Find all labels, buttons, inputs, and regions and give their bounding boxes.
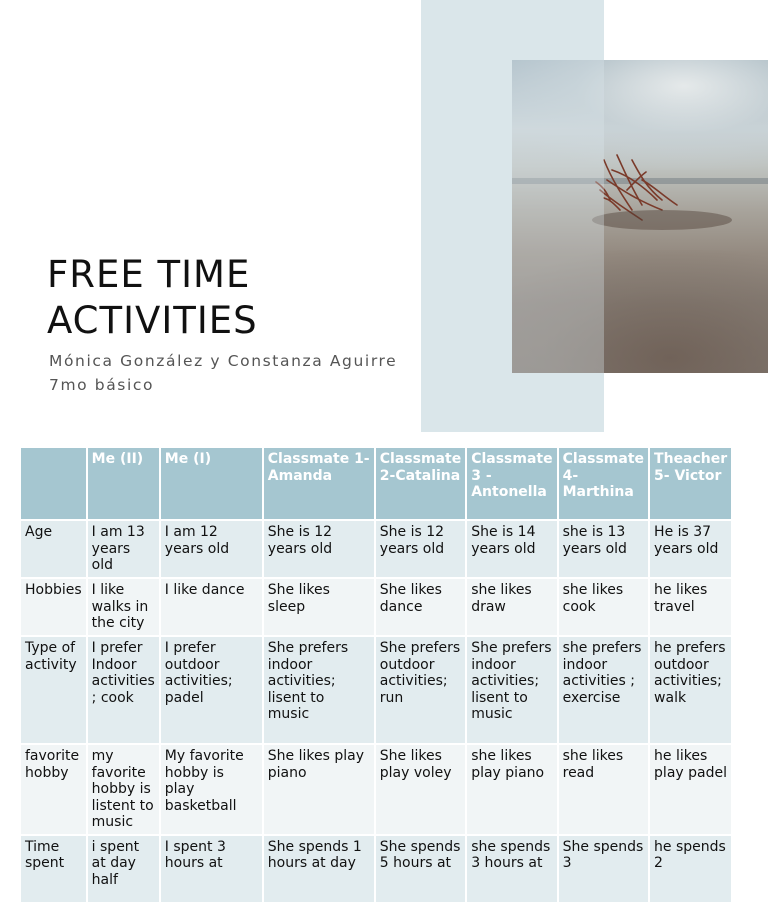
slide-title — [47, 252, 407, 344]
table-cell: i spent at day half — [88, 836, 159, 902]
table-cell: She prefers indoor activities; lisent to music — [264, 637, 374, 743]
table-cell: I spent 3 hours at — [161, 836, 262, 902]
table-cell: I am 12 years old — [161, 521, 262, 577]
slide-authors: Mónica González y Constanza Aguirre — [49, 352, 398, 370]
table-row — [21, 579, 731, 635]
table-cell: she is 13 years old — [559, 521, 648, 577]
table-cell: I like dance — [161, 579, 262, 635]
header-cell: Classmate 4- Marthina — [559, 448, 648, 519]
table-cell: He is 37 years old — [650, 521, 731, 577]
table-cell: She likes play voley — [376, 745, 465, 834]
header-cell: Classmate 3 - Antonella — [467, 448, 556, 519]
table-row — [21, 836, 731, 902]
activities-table — [19, 446, 733, 904]
header-cell — [21, 448, 86, 519]
table-row — [21, 745, 731, 834]
table-cell: he likes play padel — [650, 745, 731, 834]
row-label: favorite hobby — [21, 745, 86, 834]
table-cell: She spends 1 hours at day — [264, 836, 374, 902]
table-cell: I like walks in the city — [88, 579, 159, 635]
table-row — [21, 637, 731, 743]
table-cell: he likes travel — [650, 579, 731, 635]
table-row — [21, 521, 731, 577]
header-cell: Theacher 5- Victor — [650, 448, 731, 519]
table-cell: she spends 3 hours at — [467, 836, 556, 902]
table-cell: she likes read — [559, 745, 648, 834]
row-label: Type of activity — [21, 637, 86, 743]
table-cell: she prefers indoor activities ; exercise — [559, 637, 648, 743]
title-line-1: FREE TIME — [47, 253, 251, 296]
seaweed-beach-photo — [512, 60, 768, 373]
table-cell: She is 12 years old — [264, 521, 374, 577]
photo-panel-overlap — [512, 60, 604, 373]
header-cell: Me (II) — [88, 448, 159, 519]
table-cell: She likes sleep — [264, 579, 374, 635]
table-cell: She prefers outdoor activities; run — [376, 637, 465, 743]
table-header-row — [21, 448, 731, 519]
table-cell: She spends 5 hours at — [376, 836, 465, 902]
row-label: Hobbies — [21, 579, 86, 635]
slide-grade: 7mo básico — [49, 376, 155, 394]
table-cell: she likes draw — [467, 579, 556, 635]
table-cell: She prefers indoor activities; lisent to music — [467, 637, 556, 743]
table-cell: She spends 3 — [559, 836, 648, 902]
table-cell: my favorite hobby is listent to music — [88, 745, 159, 834]
table-cell: I prefer outdoor activities; padel — [161, 637, 262, 743]
row-label: Age — [21, 521, 86, 577]
title-line-2: ACTIVITIES — [47, 299, 258, 342]
row-label: Time spent — [21, 836, 86, 902]
table-cell: I am 13 years old — [88, 521, 159, 577]
table-cell: She likes play piano — [264, 745, 374, 834]
table-cell: he prefers outdoor activities; walk — [650, 637, 731, 743]
table-cell: he spends 2 — [650, 836, 731, 902]
table-cell: she likes cook — [559, 579, 648, 635]
table-cell: She likes dance — [376, 579, 465, 635]
header-cell: Me (I) — [161, 448, 262, 519]
table-cell: My favorite hobby is play basketball — [161, 745, 262, 834]
header-cell: Classmate 1- Amanda — [264, 448, 374, 519]
table-cell: I prefer Indoor activities ; cook — [88, 637, 159, 743]
title-block — [47, 252, 407, 394]
table-cell: She is 12 years old — [376, 521, 465, 577]
table-cell: she likes play piano — [467, 745, 556, 834]
header-cell: Classmate 2-Catalina — [376, 448, 465, 519]
table-cell: She is 14 years old — [467, 521, 556, 577]
